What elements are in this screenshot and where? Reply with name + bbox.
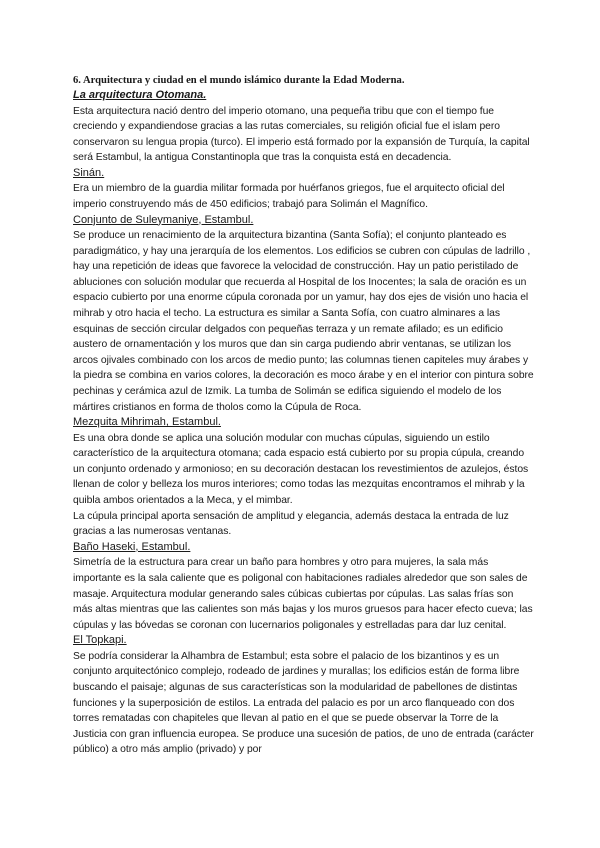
section-heading: Baño Haseki, Estambul. — [73, 540, 191, 553]
section-ottoman-architecture — [73, 88, 535, 166]
section-heading: La arquitectura Otomana. — [73, 89, 207, 101]
section-mihrimah — [73, 415, 535, 540]
section-sinan — [73, 166, 535, 213]
section-heading: Conjunto de Suleymaniye, Estambul. — [73, 213, 254, 226]
section-heading: Sinán. — [73, 166, 105, 179]
paragraph: Simetría de la estructura para crear un baño para hombres y otro para mujeres, la sala más importante es la sala caliente que es poligonal con habitaciones radiales alrededor que son sales de masaje. Arquitectura modular generando sales cúbicas cubiertas por cúpulas. Las salas frías son más altas mientras que las calientes son más bajas y los muros gruesos para hacer efecto cueva; las cúpulas y las bóvedas se coronan con lucernarios poligonales y estrelladas para dar luz cenital. — [73, 557, 533, 631]
paragraph: Se podría considerar la Alhambra de Estambul; esta sobre el palacio de los bizantinos y es un conjunto arquitectónico complejo, rodeado de jardines y murallas; los edificios están de forma libre buscando el paisaje; algunas de sus características son la modularidad de pabellones de distintas funciones y la superposición de estilos. La entrada del palacio es por un arco flanqueado con dos torres rematadas con chapiteles que llevan al patio en el que se puede observar la Torre de la Justicia con gran influencia europea. Se produce una sucesión de patios, de uno de entrada (carácter público) a otro más amplio (privado) y por — [73, 650, 534, 756]
section-suleymaniye — [73, 213, 535, 416]
paragraph: Era un miembro de la guardia militar formada por huérfanos griegos, fue el arquitecto oficial del imperio construyendo más de 450 edificios; trabajó para Solimán el Magnífico. — [73, 183, 505, 210]
document-title: 6. Arquitectura y ciudad en el mundo islámico durante la Edad Moderna. — [73, 75, 405, 86]
paragraph: La cúpula principal aporta sensación de amplitud y elegancia, además destaca la entrada de luz gracias a las numerosas ventanas. — [73, 510, 509, 538]
paragraph: Esta arquitectura nació dentro del imperio otomano, una pequeña tribu que con el tiempo fue creciendo y expandiendose gracias a las rutas comerciales, su religión oficial fue el islam pero conservaron su lengua propia (turco). El imperio está formado por la expansión de Turquía, la capital será Estambul, la antigua Constantinopla que tras la conquista está en decadencia. — [73, 105, 530, 164]
section-heading: Mezquita Mihrimah, Estambul. — [73, 416, 221, 429]
section-heading: El Topkapi. — [73, 634, 127, 647]
section-haseki-bath — [73, 540, 535, 633]
section-topkapi — [73, 633, 535, 758]
document-body — [73, 73, 535, 758]
paragraph: Se produce un renacimiento de la arquitectura bizantina (Santa Sofía); el conjunto planteado es paradigmático, y hay una jerarquía de los elementos. Los edificios se cubren con cúpulas de ladrillo , hay una repetición de ideas que favorece la velocidad de construcción. Hay un patio peristilado de abluciones con solución modular que recuerda al Hospital de los Inocentes; la sala de oración es un espacio cubierto por una enorme cúpula coronada por un yamur, hay dos ejes de visión uno hacia el mihrab y otro hacia el techo. La estructura es similar a Santa Sofía, con cuatro alminares a las esquinas de sección circular delgados con pequeñas terraza y un remate afilado; es un edificio austero de ornamentación y los muros que dan sin carga pudiendo abrir ventanas, se utilizan los arcos ojivales combinado con los arcos de medio punto; las columnas tienen capiteles muy árabes y la piedra se combina en varios colores, la decoración es moco árabe y en el interior con pintura sobre pechinas y cerámica azul de Izmik. La tumba de Solimán se edifica siguiendo el modelo de los mártires cristianos en forma de tholos como la Cúpula de Roca. — [73, 230, 534, 413]
paragraph: Es una obra donde se aplica una solución modular con muchas cúpulas, siguiendo un estilo característico de la arquitectura otomana; cada espacio está cubierto por su propia cúpula, creando un conjunto ordenado y armonioso; en su decoración destacan los revestimientos de azulejos, éstos llenan de color y belleza los muros interiores; como todas las mezquitas encontramos el mihrab y la quibla ambos orientados a la Meca, y el mimbar. — [73, 432, 529, 507]
